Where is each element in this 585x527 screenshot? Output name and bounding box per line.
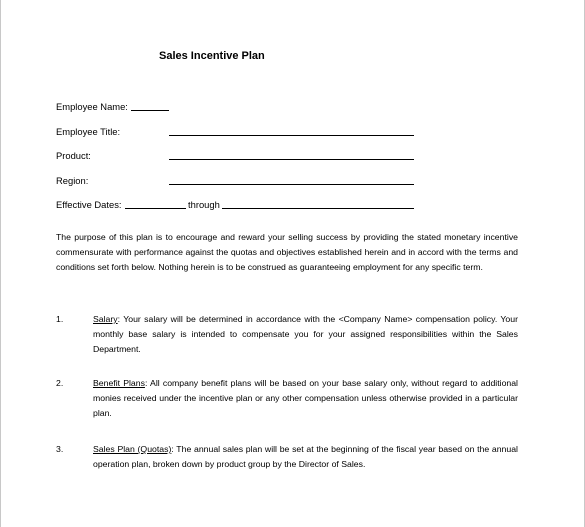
item-heading: Benefit Plans (93, 378, 145, 388)
list-item-salary (93, 312, 518, 357)
item-text: : The annual sales plan will be set at the beginning of the fiscal year based on the annual operation plan, broken down by product group by the Director of Sales. (93, 444, 518, 469)
effective-dates-label: Effective Dates: (56, 199, 122, 210)
item-heading: Sales Plan (Quotas) (93, 444, 172, 454)
region-label: Region: (56, 175, 89, 186)
effective-date-end-blank[interactable] (222, 208, 414, 209)
employee-name-label: Employee Name: (56, 101, 128, 112)
document-title: Sales Incentive Plan (159, 50, 265, 62)
item-number: 3. (56, 444, 64, 454)
region-blank[interactable] (169, 184, 414, 185)
list-item-benefit-plans (93, 376, 518, 421)
employee-title-blank[interactable] (169, 135, 414, 136)
employee-title-label: Employee Title: (56, 126, 121, 137)
item-number: 2. (56, 378, 64, 388)
purpose-paragraph: The purpose of this plan is to encourage and reward your selling success by providing the stated monetary incentive commensurate with performance against the quotas and objectives established herein and in accord with the terms and conditions set forth below. Nothing herein is to be construed as guaranteeing employment for any specific term. (56, 232, 518, 272)
through-label: through (188, 199, 220, 210)
employee-name-blank[interactable] (131, 110, 169, 111)
item-text: : All company benefit plans will be based on your base salary only, without regard to additional monies received under the incentive plan or any other compensation unless otherwise provided in a particular plan. (93, 378, 518, 418)
product-blank[interactable] (169, 159, 414, 160)
list-item-sales-plan (93, 442, 518, 472)
product-label: Product: (56, 150, 91, 161)
item-number: 1. (56, 314, 64, 324)
item-text: : Your salary will be determined in accordance with the <Company Name> compensation policy. Your monthly base salary is intended to compensate you for your assigned responsibilities within the Sales Department. (93, 314, 518, 354)
effective-date-start-blank[interactable] (125, 208, 186, 209)
item-heading: Salary (93, 314, 118, 324)
